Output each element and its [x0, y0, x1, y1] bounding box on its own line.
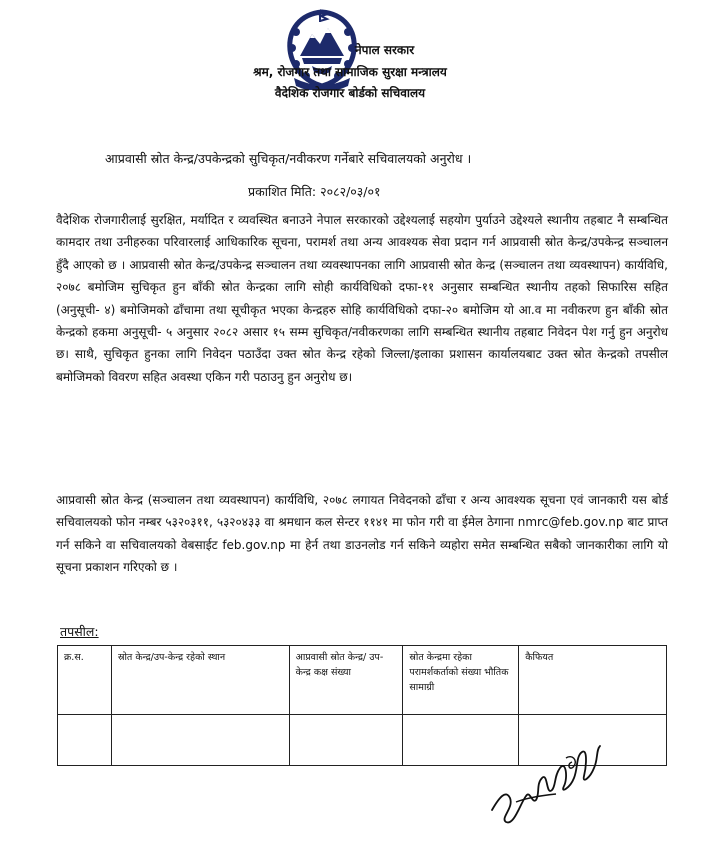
body-paragraph-2: आप्रवासी स्रोत केन्द्र (सञ्चालन तथा व्यवस्थापन) कार्यविधि, २०७८ लगायत निवेदनको ढाँचा र अन्य आवश्यक सूचना एवं जानकारी यस बोर्ड सचिवालयको फोन नम्बर ५३२०३११, ५३२०४३३ वा श्रमधान कल सेन्टर ११४१ मा फोन गरी वा ईमेल ठेगाना nmrc@feb.gov.np बाट प्राप्त गर्न सकिने वा सचिवालयको वेबसाईट feb.gov.np मा हेर्न तथा डाउनलोड गर्न सकिने व्यहोरा समेत सम्बन्धित सबैको जानकारीका लागि यो सूचना प्रकाशन गरिएको छ । [56, 493, 668, 575]
published-date: २०८२/०३/०१ [320, 184, 381, 199]
column-remarks: कैफियत [519, 646, 667, 715]
published-label: प्रकाशित मिति: [248, 184, 317, 199]
details-title: तपसील: [60, 624, 99, 639]
table-cell [58, 715, 112, 766]
table-cell [111, 715, 289, 766]
notice-subject: आप्रवासी स्रोत केन्द्र/उपकेन्द्रको सुचिकृत/नवीकरण गर्नेबारे सचिवालयको अनुरोध । [105, 151, 472, 166]
published-date-line [248, 183, 381, 200]
column-serial-number: क्र.स. [58, 646, 112, 715]
header-government: नेपाल सरकार [355, 43, 415, 57]
body-paragraph-1: वैदेशिक रोजगारीलाई सुरक्षित, मर्यादित र व्यवस्थित बनाउने नेपाल सरकारको उद्देश्यलाई सहयोग पुर्याउने उद्देश्यले स्थानीय तहबाट नै सम्बन्धित कामदार तथा उनीहरुका परिवारलाई आधिकारिक सूचना, परामर्श तथा अन्य आवश्यक सेवा प्रदान गर्न आप्रवासी स्रोत केन्द्र/उपकेन्द्र सञ्चालन हुँदै आएको छ । आप्रवासी स्रोत केन्द्र/उपकेन्द्र सञ्चालन तथा व्यवस्थापनका लागि आप्रवासी स्रोत केन्द्र (सञ्चालन तथा व्यवस्थापन) कार्यविधि, २०७८ बमोजिम सुचिकृत हुन बाँकी स्रोत केन्द्रका लागि सोही कार्यविधिको दफा-११ अनुसार सम्बन्धित स्थानीय तहको सिफारिस सहित (अनुसूची- ४) बमोजिमको ढाँचामा तथा सूचीकृत भएका केन्द्रहरु सोहि कार्यविधिको दफा-२० बमोजिम यो आ.व मा नवीकरण हुन बाँकी स्रोत केन्द्रको हकमा अनुसूची- ५ अनुसार २०८२ असार १५ सम्म सुचिकृत/नवीकरणका लागि सम्बन्धित स्थानीय तहबाट निवेदन पेश गर्नु हुन अनुरोध छ। साथै, सुचिकृत हुनका लागि निवेदन पठाउँदा उक्त स्रोत केन्द्र रहेको जिल्ला/इलाका प्रशासन कार्यालयबाट उक्त स्रोत केन्द्रको तपसील बमोजिमको विवरण सहित अवस्था एकिन गरी पठाउनु हुन अनुरोध छ। [56, 213, 668, 384]
column-counsellor-count: स्रोत केन्द्रमा रहेका परामर्शकर्ताको संख्या भौतिक सामाग्री [403, 646, 519, 715]
header-ministry: श्रम, रोजगार तथा सामाजिक सुरक्षा मन्त्रालय [253, 65, 447, 79]
column-room-count: आप्रवासी स्रोत केन्द्र/ उप-केन्द्र कक्ष संख्या [289, 646, 403, 715]
table-cell [289, 715, 403, 766]
signature [486, 738, 606, 828]
table-header-row [58, 646, 667, 715]
header-secretariat: वैदेशिक रोजगार बोर्डको सचिवालय [274, 86, 426, 100]
column-location: स्रोत केन्द्र/उप-केन्द्र रहेको स्थान [111, 646, 289, 715]
